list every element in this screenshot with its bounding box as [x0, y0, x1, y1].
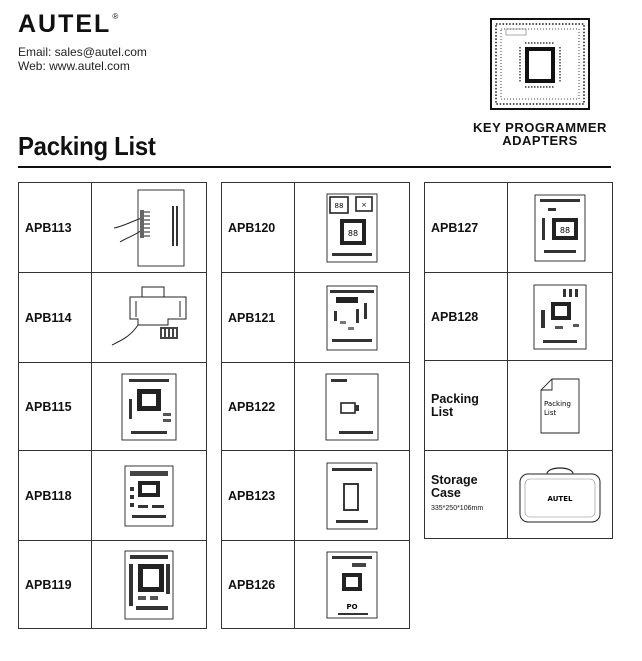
item-label: APB119: [19, 541, 92, 629]
apb119-adapter-image: [124, 550, 174, 620]
category-line2: ADAPTERS: [502, 133, 578, 148]
item-label: APB127: [425, 183, 508, 273]
apb114-adapter-image: [108, 285, 190, 351]
table-row: [425, 183, 613, 273]
svg-text:88: 88: [347, 228, 359, 238]
packing-list-label: Packing List: [431, 391, 479, 419]
svg-text:PO: PO: [346, 602, 358, 611]
packing-table-col2: [221, 182, 410, 629]
item-label: APB115: [19, 363, 92, 451]
autel-logo: AUTEL®: [18, 10, 119, 38]
item-label: APB126: [222, 541, 295, 629]
svg-text:88: 88: [559, 225, 571, 235]
web-text: Web: www.autel.com: [18, 59, 130, 73]
storage-case-label: Storage Case 335*250*106mm: [431, 474, 483, 515]
table-row: [19, 451, 207, 541]
registered-mark: ®: [112, 12, 119, 21]
apb118-adapter-image: [124, 465, 174, 527]
page-title: Packing List: [18, 131, 156, 161]
packing-table-col1: [18, 182, 207, 629]
doc-text-line2: List: [544, 408, 557, 417]
table-row: [425, 451, 613, 539]
apb113-adapter-image: [112, 188, 186, 268]
table-row: [19, 273, 207, 363]
apb115-adapter-image: [121, 373, 177, 441]
apb126-adapter-image: [326, 551, 378, 619]
packing-table-col3: [424, 182, 613, 539]
table-row: [425, 273, 613, 361]
table-row: [19, 541, 207, 629]
item-label: APB122: [222, 363, 295, 451]
item-label: APB128: [425, 273, 508, 361]
email-text: Email: sales@autel.com: [18, 45, 147, 59]
apb120-adapter-image: [326, 193, 378, 263]
table-row: [425, 361, 613, 451]
table-row: [222, 273, 410, 363]
svg-text:88: 88: [334, 201, 344, 210]
category-title: [460, 121, 620, 147]
doc-text-line1: Packing: [544, 399, 571, 408]
table-row: [19, 183, 207, 273]
apb128-adapter-image: [533, 284, 587, 350]
apb127-adapter-image: [534, 194, 586, 262]
apb121-adapter-image: [326, 285, 378, 351]
table-row: [222, 183, 410, 273]
item-label: APB114: [19, 273, 92, 363]
table-row: [222, 451, 410, 541]
packing-list-document-image: [540, 378, 580, 434]
item-label: APB118: [19, 451, 92, 541]
item-label: APB121: [222, 273, 295, 363]
item-label: APB120: [222, 183, 295, 273]
case-brand-text: AUTEL: [547, 494, 573, 503]
title-rule: [18, 166, 611, 168]
table-row: [222, 541, 410, 629]
svg-text:×: ×: [361, 200, 367, 209]
contact-info: [18, 45, 147, 73]
category-line1: KEY PROGRAMMER: [473, 120, 607, 135]
storage-case-image: [517, 464, 603, 526]
table-row: [19, 363, 207, 451]
item-label: APB123: [222, 451, 295, 541]
apb122-adapter-image: [325, 373, 379, 441]
table-row: [222, 363, 410, 451]
apb123-adapter-image: [326, 462, 378, 530]
key-programmer-chip-image: [489, 17, 591, 111]
item-label: APB113: [19, 183, 92, 273]
storage-case-dimensions: 335*250*106mm: [431, 505, 484, 512]
